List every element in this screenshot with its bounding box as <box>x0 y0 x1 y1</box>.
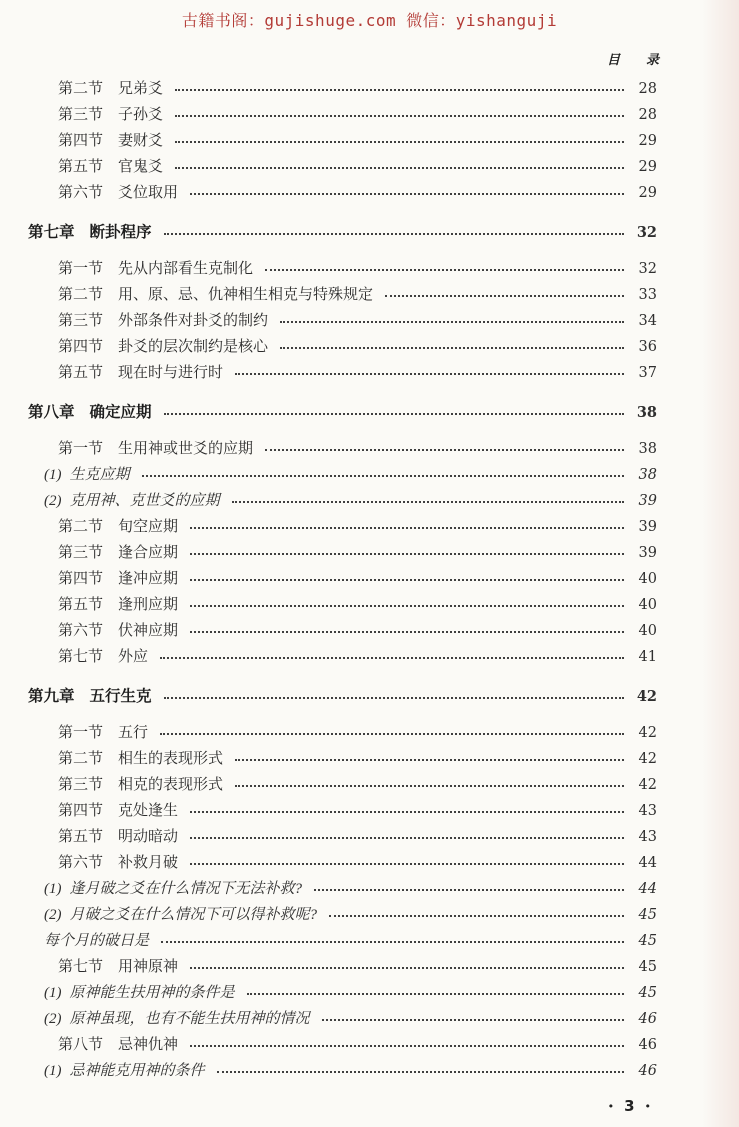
entry-title: 兄弟爻 <box>118 81 164 97</box>
toc-entry-row <box>28 154 657 180</box>
dot-leader <box>190 527 624 529</box>
toc-entry-row <box>28 488 657 514</box>
toc-entry-row <box>28 824 657 850</box>
dot-leader <box>265 449 624 451</box>
entry-label: 第八节 <box>58 1037 104 1053</box>
toc-page-title: 目 录 <box>606 52 659 67</box>
dot-leader <box>247 993 624 995</box>
dot-leader <box>235 373 624 375</box>
entry-page-number: 44 <box>638 881 657 897</box>
toc-entry-row <box>28 850 657 876</box>
toc-entry-row <box>28 128 657 154</box>
footer-page-number: 3 <box>624 1097 635 1115</box>
entry-title: 子孙爻 <box>118 107 164 123</box>
entry-page-number: 46 <box>638 1037 657 1053</box>
entry-label: 第三节 <box>58 545 104 561</box>
toc-entry-row <box>28 180 657 206</box>
toc-entry-row <box>28 746 657 772</box>
entry-title: 伏神应期 <box>118 623 179 639</box>
entry-page-number: 37 <box>638 365 657 381</box>
entry-title: 补救月破 <box>118 855 179 871</box>
entry-title: 爻位取用 <box>118 185 179 201</box>
entry-page-number: 29 <box>638 185 657 201</box>
dot-leader <box>190 1045 624 1047</box>
entry-label: 第二节 <box>58 519 104 535</box>
toc-entry-row <box>28 566 657 592</box>
entry-page-number: 43 <box>638 803 657 819</box>
toc-entry-row <box>28 514 657 540</box>
toc-entry-row <box>28 462 657 488</box>
entry-page-number: 45 <box>638 907 657 923</box>
toc-chapter-row <box>28 399 657 427</box>
entry-page-number: 45 <box>638 959 657 975</box>
dot-leader <box>190 579 624 581</box>
entry-label: 第三节 <box>58 777 104 793</box>
entry-page-number: 29 <box>638 159 657 175</box>
dot-leader <box>142 475 624 477</box>
entry-label: 第七节 <box>58 959 104 975</box>
dot-leader <box>175 89 624 91</box>
dot-leader <box>190 967 624 969</box>
entry-label: (2) <box>44 1011 62 1027</box>
entry-label: 第二节 <box>58 81 104 97</box>
entry-title: 原神能生扶用神的条件是 <box>69 985 235 1001</box>
entry-page-number: 42 <box>636 688 657 705</box>
entry-title: 逢冲应期 <box>118 571 179 587</box>
dot-leader <box>160 657 624 659</box>
dot-leader <box>322 1019 624 1021</box>
entry-page-number: 39 <box>638 493 657 509</box>
toc-entry-row <box>28 436 657 462</box>
toc-entry-row <box>28 720 657 746</box>
toc-block-items <box>28 720 657 1084</box>
toc-entry-row <box>28 102 657 128</box>
dot-leader <box>232 501 624 503</box>
entry-page-number: 38 <box>638 467 657 483</box>
entry-label: 第一节 <box>58 261 104 277</box>
dot-leader <box>175 141 624 143</box>
entry-label: (2) <box>44 493 62 509</box>
entry-label: 第二节 <box>58 287 104 303</box>
entry-page-number: 40 <box>638 597 657 613</box>
toc-entry-row <box>28 540 657 566</box>
entry-label: 第七节 <box>58 649 104 665</box>
entry-label: 第四节 <box>58 803 104 819</box>
entry-page-number: 32 <box>636 224 657 241</box>
entry-page-number: 45 <box>638 933 657 949</box>
toc-entry-row <box>28 256 657 282</box>
entry-page-number: 29 <box>638 133 657 149</box>
toc-entry-row <box>28 772 657 798</box>
entry-title: 外应 <box>118 649 149 665</box>
toc-entry-row <box>28 282 657 308</box>
entry-label: (1) <box>44 881 62 897</box>
entry-label: (1) <box>44 1063 62 1079</box>
entry-label: 第七章 <box>28 224 75 241</box>
dot-leader <box>235 759 624 761</box>
entry-title: 妻财爻 <box>118 133 164 149</box>
toc-entry-row <box>28 592 657 618</box>
entry-label: 第五节 <box>58 159 104 175</box>
entry-page-number: 28 <box>638 81 657 97</box>
entry-page-number: 40 <box>638 623 657 639</box>
toc-chapter-row <box>28 219 657 247</box>
toc-entry-row <box>28 618 657 644</box>
entry-label: 第四节 <box>58 571 104 587</box>
toc-entry-row <box>28 308 657 334</box>
entry-label: 第三节 <box>58 313 104 329</box>
entry-title: 五行 <box>118 725 149 741</box>
dot-leader <box>190 193 624 195</box>
dot-leader <box>164 697 624 699</box>
entry-title: 月破之爻在什么情况下可以得补救呢? <box>69 907 318 923</box>
entry-title: 忌神能克用神的条件 <box>69 1063 205 1079</box>
entry-page-number: 41 <box>638 649 657 665</box>
entry-page-number: 42 <box>638 777 657 793</box>
dot-leader <box>265 269 624 271</box>
entry-page-number: 36 <box>638 339 657 355</box>
page-number-footer <box>608 1097 651 1115</box>
toc-entry-row <box>28 1032 657 1058</box>
entry-page-number: 45 <box>638 985 657 1001</box>
watermark-header: 古籍书阁：gujishuge.com 微信：yishanguji <box>181 11 558 30</box>
dot-leader <box>280 347 624 349</box>
entry-label: (1) <box>44 467 62 483</box>
entry-title: 忌神仇神 <box>118 1037 179 1053</box>
entry-label: 第一节 <box>58 441 104 457</box>
entry-title: 克用神、克世爻的应期 <box>69 493 220 509</box>
entry-label: (2) <box>44 907 62 923</box>
entry-title: 外部条件对卦爻的制约 <box>118 313 269 329</box>
entry-page-number: 34 <box>638 313 657 329</box>
entry-page-number: 43 <box>638 829 657 845</box>
entry-page-number: 32 <box>638 261 657 277</box>
entry-page-number: 39 <box>638 545 657 561</box>
entry-title: 五行生克 <box>89 688 152 705</box>
entry-title: 每个月的破日是 <box>44 933 150 949</box>
toc-block-items <box>28 76 657 206</box>
entry-title: 生用神或世爻的应期 <box>118 441 254 457</box>
entry-title: 现在时与进行时 <box>118 365 224 381</box>
dot-leader <box>190 837 624 839</box>
entry-label: 第六节 <box>58 855 104 871</box>
entry-title: 官鬼爻 <box>118 159 164 175</box>
dot-leader <box>160 733 624 735</box>
dot-leader <box>280 321 624 323</box>
entry-title: 明动暗动 <box>118 829 179 845</box>
entry-page-number: 28 <box>638 107 657 123</box>
dot-leader <box>175 167 624 169</box>
toc-entry-row <box>28 1058 657 1084</box>
entry-title: 旬空应期 <box>118 519 179 535</box>
entry-title: 逢月破之爻在什么情况下无法补救? <box>69 881 303 897</box>
entry-title: 相生的表现形式 <box>118 751 224 767</box>
dot-leader <box>175 115 624 117</box>
entry-label: (1) <box>44 985 62 1001</box>
dot-leader <box>190 605 624 607</box>
toc-entry-row <box>28 1006 657 1032</box>
entry-label: 第四节 <box>58 133 104 149</box>
entry-label: 第二节 <box>58 751 104 767</box>
dot-leader <box>161 941 624 943</box>
entry-title: 用神原神 <box>118 959 179 975</box>
dot-leader <box>217 1071 624 1073</box>
entry-title: 逢合应期 <box>118 545 179 561</box>
entry-page-number: 40 <box>638 571 657 587</box>
toc-chapter-row <box>28 683 657 711</box>
toc-entry-row <box>28 798 657 824</box>
entry-page-number: 44 <box>638 855 657 871</box>
entry-label: 第五节 <box>58 829 104 845</box>
entry-title: 生克应期 <box>69 467 130 483</box>
entry-label: 第八章 <box>28 404 75 421</box>
entry-page-number: 38 <box>638 441 657 457</box>
entry-label: 第九章 <box>28 688 75 705</box>
dot-leader <box>314 889 624 891</box>
toc-entry-row <box>28 360 657 386</box>
entry-label: 第五节 <box>58 365 104 381</box>
toc-block <box>28 683 657 1084</box>
entry-label: 第五节 <box>58 597 104 613</box>
dot-leader <box>190 553 624 555</box>
toc-block <box>28 399 657 670</box>
dot-leader <box>190 863 624 865</box>
entry-title: 逢刑应期 <box>118 597 179 613</box>
toc-entry-row <box>28 902 657 928</box>
entry-title: 断卦程序 <box>89 224 152 241</box>
entry-page-number: 33 <box>638 287 657 303</box>
toc-entry-row <box>28 76 657 102</box>
entry-page-number: 46 <box>638 1063 657 1079</box>
entry-title: 卦爻的层次制约是核心 <box>118 339 269 355</box>
dot-leader <box>190 811 624 813</box>
entry-label: 第三节 <box>58 107 104 123</box>
entry-page-number: 46 <box>638 1011 657 1027</box>
dot-leader <box>385 295 624 297</box>
entry-page-number: 42 <box>638 751 657 767</box>
entry-title: 克处逢生 <box>118 803 179 819</box>
toc-entry-row <box>28 334 657 360</box>
entry-page-number: 39 <box>638 519 657 535</box>
entry-title: 相克的表现形式 <box>118 777 224 793</box>
dot-leader <box>235 785 624 787</box>
entry-page-number: 42 <box>638 725 657 741</box>
entry-title: 先从内部看生克制化 <box>118 261 254 277</box>
toc-entry-row <box>28 954 657 980</box>
toc-entry-row <box>28 928 657 954</box>
dot-leader <box>329 915 624 917</box>
entry-title: 用、原、忌、仇神相生相克与特殊规定 <box>118 287 374 303</box>
toc-block <box>28 219 657 386</box>
toc-block-items <box>28 256 657 386</box>
footer-right-dot: • <box>644 1100 651 1113</box>
toc-entry-row <box>28 980 657 1006</box>
dot-leader <box>164 233 624 235</box>
entry-label: 第六节 <box>58 185 104 201</box>
toc-block-items <box>28 436 657 670</box>
dot-leader <box>190 631 624 633</box>
entry-title: 原神虽现，也有不能生扶用神的情况 <box>69 1011 310 1027</box>
toc-entry-row <box>28 876 657 902</box>
entry-page-number: 38 <box>636 404 657 421</box>
toc-entry-row <box>28 644 657 670</box>
dot-leader <box>164 413 624 415</box>
table-of-contents <box>0 76 739 1084</box>
entry-label: 第四节 <box>58 339 104 355</box>
toc-block <box>28 76 657 206</box>
footer-left-dot: • <box>607 1100 615 1113</box>
entry-title: 确定应期 <box>89 404 152 421</box>
entry-label: 第一节 <box>58 725 104 741</box>
entry-label: 第六节 <box>58 623 104 639</box>
